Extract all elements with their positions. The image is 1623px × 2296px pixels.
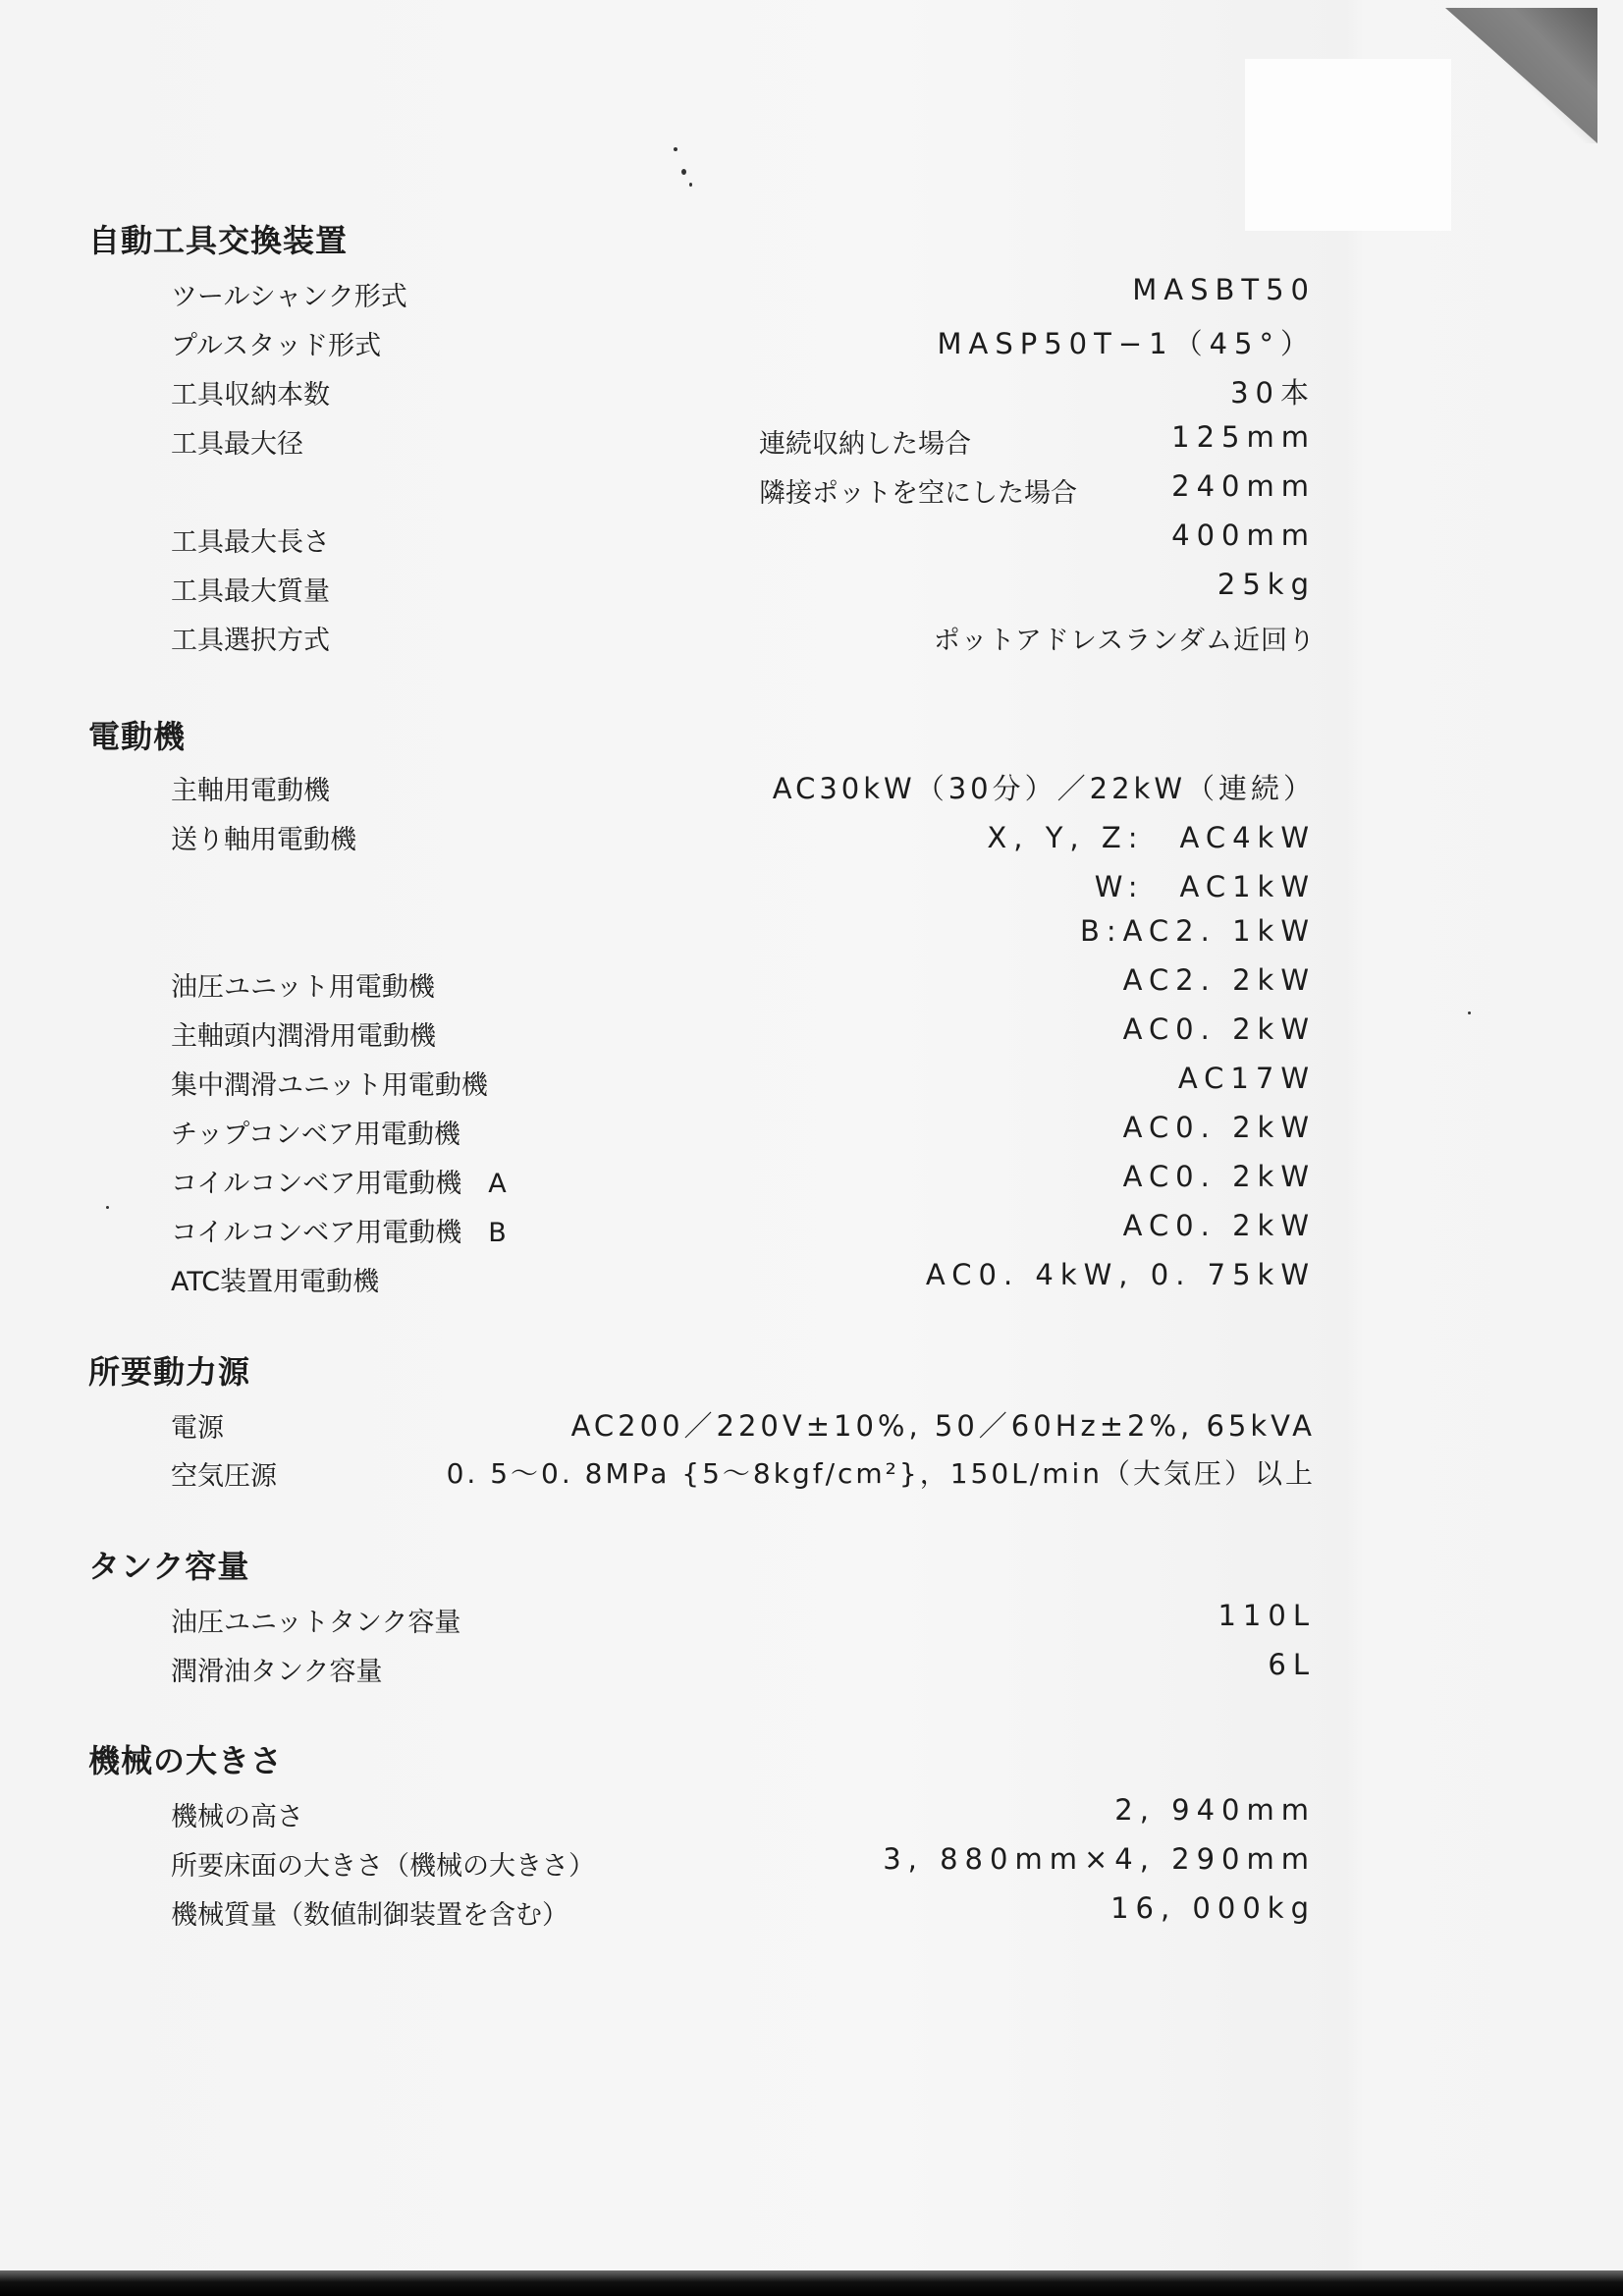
spec-value: 125mm: [1171, 420, 1316, 454]
scan-speck: [681, 169, 686, 175]
section-title-power: 所要動力源: [88, 1353, 251, 1391]
spec-condition: 連続収納した場合: [759, 429, 971, 460]
spec-value: 6L: [1268, 1648, 1316, 1681]
spec-value: AC0. 2kW: [1122, 1111, 1316, 1144]
spec-label: 所要床面の大きさ（機械の大きさ）: [171, 1851, 595, 1882]
spec-value: 110L: [1217, 1599, 1316, 1632]
spec-label: 工具最大長さ: [171, 527, 330, 558]
spec-value: 25kg: [1217, 568, 1316, 601]
spec-label: プルスタッド形式: [171, 331, 382, 361]
spec-condition: 隣接ポットを空にした場合: [759, 478, 1077, 509]
spec-value: 30本: [1230, 376, 1316, 410]
spec-value: AC200／220V±10%, 50／60Hz±2%, 65kVA: [570, 1409, 1316, 1443]
section-title-atc: 自動工具交換装置: [88, 222, 349, 259]
blank-patch: [1245, 59, 1451, 231]
spec-value: 0. 5〜0. 8MPa {5〜8kgf/cm²}，150L/min（大気圧）以上: [446, 1457, 1316, 1490]
spec-value: W: AC1kW: [1094, 870, 1316, 903]
spec-label: チップコンベア用電動機: [171, 1120, 460, 1150]
spec-value: 3, 880mm×4, 290mm: [883, 1842, 1316, 1876]
spec-label: 電源: [171, 1413, 224, 1444]
spec-label: ツールシャンク形式: [171, 282, 407, 312]
spec-label: 主軸頭内潤滑用電動機: [171, 1021, 436, 1052]
spec-label: 空気圧源: [171, 1461, 277, 1492]
spec-value: 240mm: [1171, 469, 1316, 503]
spec-value: 400mm: [1171, 519, 1316, 552]
spec-label: 油圧ユニット用電動機: [171, 972, 435, 1003]
spec-value: ポットアドレスランダム近回り: [933, 626, 1316, 656]
spec-value: X, Y, Z: AC4kW: [987, 821, 1316, 854]
spec-value: MASP50T−1（45°）: [937, 327, 1316, 360]
spec-label: 送り軸用電動機: [171, 825, 356, 855]
spec-value: AC2. 2kW: [1122, 963, 1316, 997]
scan-bottom-edge: [0, 2270, 1623, 2296]
scan-speck: [106, 1206, 109, 1209]
section-title-motors: 電動機: [88, 718, 187, 755]
spec-value: AC0. 2kW: [1122, 1160, 1316, 1193]
spec-label: コイルコンベア用電動機 B: [171, 1218, 507, 1248]
spec-label: 主軸用電動機: [171, 776, 330, 806]
spec-value: 16, 000kg: [1110, 1891, 1316, 1925]
scan-speck: [1468, 1011, 1471, 1014]
spec-value: 2, 940mm: [1114, 1793, 1316, 1827]
spec-label: 集中潤滑ユニット用電動機: [171, 1070, 488, 1101]
spec-value: AC0. 2kW: [1122, 1012, 1316, 1046]
spec-label: 潤滑油タンク容量: [171, 1657, 383, 1687]
spec-label: 機械の高さ: [171, 1802, 303, 1832]
spec-label: 工具最大径: [171, 429, 303, 460]
spec-value: AC0. 2kW: [1122, 1209, 1316, 1242]
spec-label: ATC装置用電動機: [171, 1267, 380, 1297]
scan-speck: [689, 183, 692, 187]
section-title-size: 機械の大きさ: [88, 1742, 284, 1779]
scan-speck: [674, 147, 677, 151]
spec-value: AC17W: [1177, 1062, 1316, 1095]
spec-value: MASBT50: [1132, 273, 1316, 306]
spec-label: 油圧ユニットタンク容量: [171, 1608, 461, 1638]
folded-corner-shade: [1445, 8, 1597, 143]
spec-label: 工具最大質量: [171, 576, 330, 607]
spec-value: AC0. 4kW, 0. 75kW: [925, 1258, 1316, 1291]
spec-value: AC30kW（30分）／22kW（連続）: [772, 772, 1316, 805]
spec-label: 工具選択方式: [171, 626, 330, 656]
section-title-tanks: タンク容量: [88, 1548, 250, 1585]
spec-label: 工具収納本数: [171, 380, 330, 410]
spec-label: コイルコンベア用電動機 A: [171, 1169, 507, 1199]
spec-label: 機械質量（数値制御装置を含む）: [171, 1900, 568, 1931]
spec-value: B:AC2. 1kW: [1079, 914, 1316, 948]
